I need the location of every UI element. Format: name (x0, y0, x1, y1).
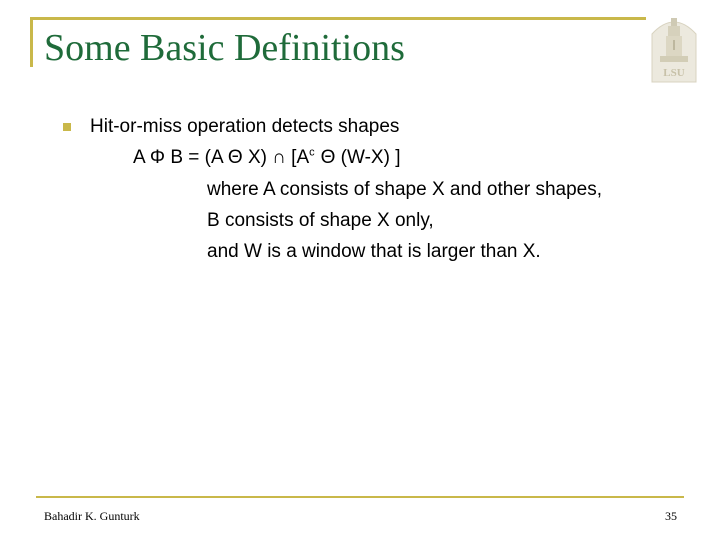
formula-line (133, 146, 400, 170)
title-frame-left-line (30, 17, 33, 67)
definition-line-a: where A consists of shape X and other shapes, (207, 179, 603, 200)
lsu-tower-logo-icon (646, 12, 702, 84)
footer-author: Bahadir K. Gunturk (44, 509, 140, 523)
page-number: 35 (665, 509, 677, 523)
formula-rhs: Θ (W-X) ] (320, 147, 401, 168)
definition-line-w: and W is a window that is larger than X. (207, 241, 541, 262)
svg-text:LSU: LSU (663, 67, 685, 79)
formula-lhs: A Φ B = (A Θ X) ∩ [A (133, 147, 310, 168)
bullet-marker (63, 123, 71, 131)
footer-divider (36, 496, 684, 498)
definition-line-b: B consists of shape X only, (207, 210, 434, 231)
formula-superscript: c (309, 146, 315, 159)
bullet-text: Hit-or-miss operation detects shapes (90, 116, 400, 137)
title-frame-top-line (30, 17, 646, 20)
slide-title: Some Basic Definitions (44, 27, 405, 69)
